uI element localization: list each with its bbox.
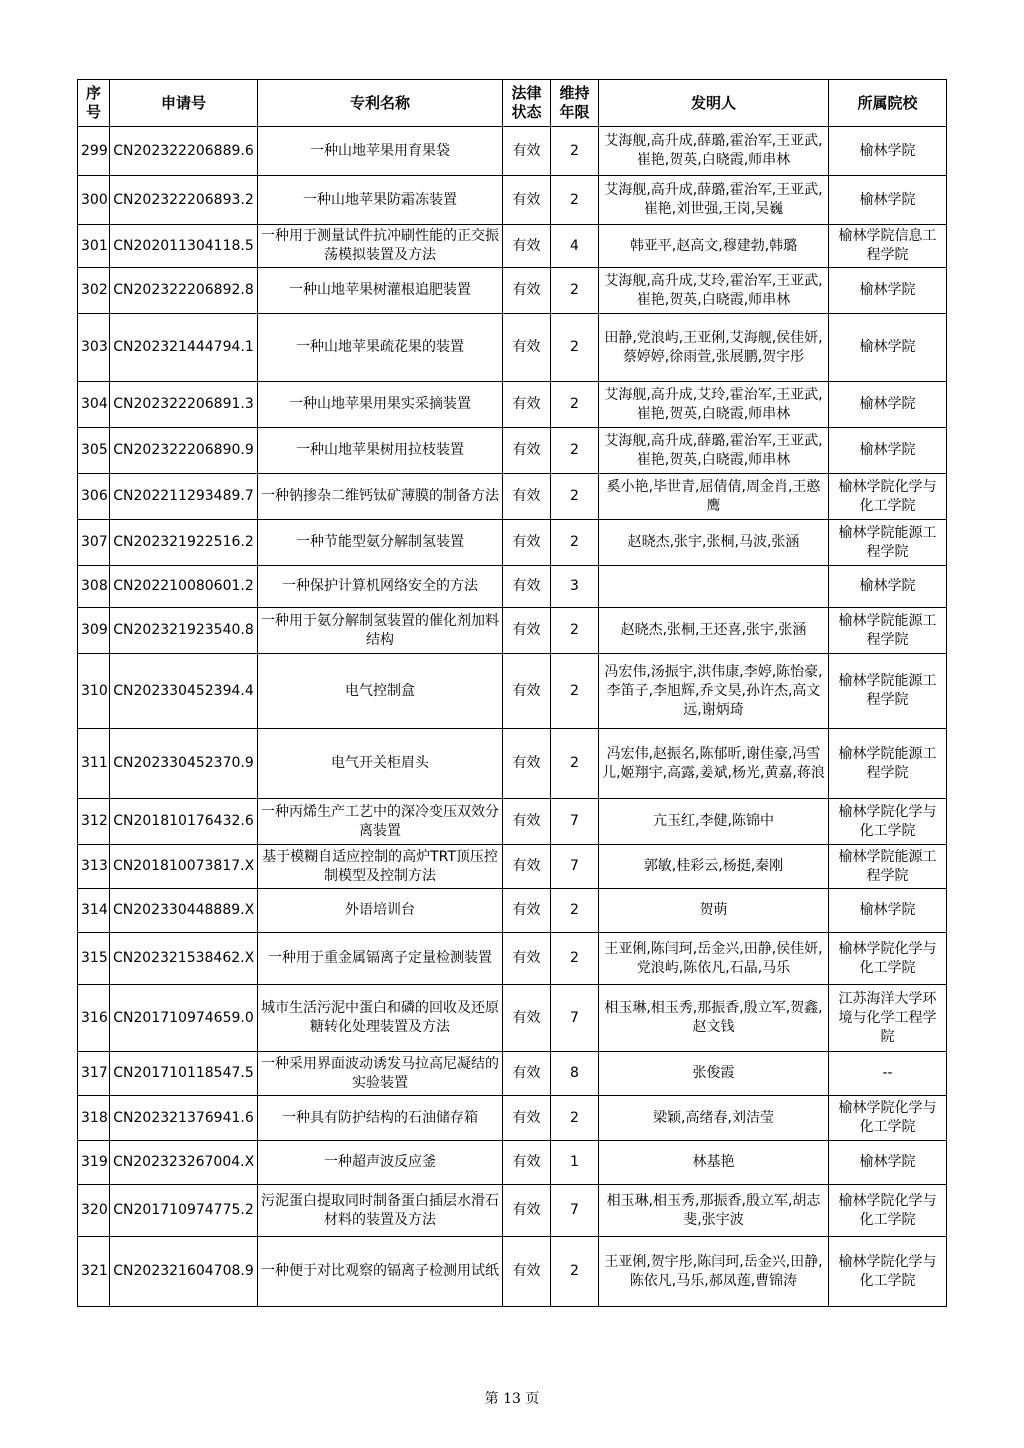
cell-application-number: CN202323267004.X: [110, 1141, 258, 1185]
cell-inventors: 赵晓杰,张宇,张桐,马波,张涵: [599, 520, 829, 566]
cell-school: 榆林学院: [829, 268, 947, 314]
cell-legal-status: 有效: [503, 382, 551, 428]
cell-years-maintained: 1: [551, 1141, 599, 1185]
cell-legal-status: 有效: [503, 845, 551, 889]
cell-seq: 321: [78, 1237, 110, 1307]
table-row: [78, 654, 947, 729]
cell-seq: 317: [78, 1052, 110, 1096]
cell-legal-status: 有效: [503, 654, 551, 729]
cell-application-number: CN202321604708.9: [110, 1237, 258, 1307]
cell-application-number: CN202322206890.9: [110, 428, 258, 474]
table-body: [78, 127, 947, 1307]
table-row: [78, 1141, 947, 1185]
cell-seq: 310: [78, 654, 110, 729]
cell-years-maintained: 2: [551, 933, 599, 985]
cell-application-number: CN202322206891.3: [110, 382, 258, 428]
cell-school: 榆林学院信息工程学院: [829, 225, 947, 268]
cell-legal-status: 有效: [503, 127, 551, 176]
cell-years-maintained: 2: [551, 520, 599, 566]
cell-application-number: CN202211293489.7: [110, 474, 258, 520]
table-row: [78, 729, 947, 799]
cell-patent-title: 一种超声波反应釜: [258, 1141, 503, 1185]
cell-patent-title: 一种节能型氨分解制氢装置: [258, 520, 503, 566]
cell-patent-title: 一种采用界面波动诱发马拉高尼凝结的实验装置: [258, 1052, 503, 1096]
table-row: [78, 933, 947, 985]
cell-legal-status: 有效: [503, 520, 551, 566]
cell-legal-status: 有效: [503, 225, 551, 268]
cell-inventors: 艾海舰,高升成,薛璐,霍治军,王亚武,崔艳,刘世强,王岗,吴巍: [599, 176, 829, 225]
cell-patent-title: 一种山地苹果防霜冻装置: [258, 176, 503, 225]
cell-application-number: CN201810176432.6: [110, 799, 258, 845]
cell-years-maintained: 2: [551, 889, 599, 933]
cell-legal-status: 有效: [503, 799, 551, 845]
cell-school: 榆林学院能源工程学院: [829, 520, 947, 566]
cell-inventors: 奚小艳,毕世青,屈倩倩,周金肖,王憨鹰: [599, 474, 829, 520]
cell-legal-status: 有效: [503, 608, 551, 654]
cell-school: 榆林学院能源工程学院: [829, 845, 947, 889]
cell-legal-status: 有效: [503, 176, 551, 225]
cell-inventors: [599, 566, 829, 608]
cell-years-maintained: 2: [551, 127, 599, 176]
table-row: [78, 314, 947, 382]
header-seq: 序号: [78, 80, 110, 127]
cell-seq: 305: [78, 428, 110, 474]
cell-seq: 307: [78, 520, 110, 566]
cell-seq: 308: [78, 566, 110, 608]
cell-school: 榆林学院化学与化工学院: [829, 1185, 947, 1237]
cell-application-number: CN202321538462.X: [110, 933, 258, 985]
cell-legal-status: 有效: [503, 985, 551, 1052]
cell-legal-status: 有效: [503, 268, 551, 314]
cell-years-maintained: 3: [551, 566, 599, 608]
cell-years-maintained: 2: [551, 314, 599, 382]
table-row: [78, 1237, 947, 1307]
cell-years-maintained: 7: [551, 845, 599, 889]
cell-school: 榆林学院: [829, 382, 947, 428]
table-row: [78, 608, 947, 654]
cell-inventors: 田静,党浪屿,王亚俐,艾海舰,侯佳妍,蔡婷婷,徐雨萱,张展鹏,贺宇彤: [599, 314, 829, 382]
cell-legal-status: 有效: [503, 1096, 551, 1141]
table-row: [78, 127, 947, 176]
cell-years-maintained: 2: [551, 176, 599, 225]
cell-application-number: CN202210080601.2: [110, 566, 258, 608]
cell-application-number: CN201810073817.X: [110, 845, 258, 889]
cell-application-number: CN202011304118.5: [110, 225, 258, 268]
cell-inventors: 亢玉红,李健,陈锦中: [599, 799, 829, 845]
cell-patent-title: 一种用于测量试件抗冲刷性能的正交振荡模拟装置及方法: [258, 225, 503, 268]
header-row: [78, 80, 947, 127]
cell-patent-title: 电气开关柜眉头: [258, 729, 503, 799]
cell-seq: 313: [78, 845, 110, 889]
cell-application-number: CN202330452370.9: [110, 729, 258, 799]
page-number: 第 13 页: [484, 1391, 540, 1407]
cell-inventors: 韩亚平,赵高文,穆建勃,韩璐: [599, 225, 829, 268]
cell-application-number: CN202321444794.1: [110, 314, 258, 382]
cell-inventors: 梁颖,高绪春,刘洁莹: [599, 1096, 829, 1141]
cell-inventors: 林基艳: [599, 1141, 829, 1185]
cell-seq: 301: [78, 225, 110, 268]
cell-legal-status: 有效: [503, 1052, 551, 1096]
cell-patent-title: 一种丙烯生产工艺中的深冷变压双效分离装置: [258, 799, 503, 845]
patent-table: [77, 79, 947, 1307]
cell-school: 江苏海洋大学环境与化学工程学院: [829, 985, 947, 1052]
table-row: [78, 566, 947, 608]
cell-patent-title: 一种具有防护结构的石油储存箱: [258, 1096, 503, 1141]
table-row: [78, 1185, 947, 1237]
cell-patent-title: 一种钠掺杂二维钙钛矿薄膜的制备方法: [258, 474, 503, 520]
table-row: [78, 268, 947, 314]
cell-school: 榆林学院: [829, 1141, 947, 1185]
cell-school: 榆林学院能源工程学院: [829, 608, 947, 654]
cell-school: 榆林学院能源工程学院: [829, 729, 947, 799]
cell-years-maintained: 2: [551, 729, 599, 799]
cell-inventors: 赵晓杰,张桐,王还喜,张宇,张涵: [599, 608, 829, 654]
cell-school: 榆林学院: [829, 176, 947, 225]
table-row: [78, 1096, 947, 1141]
cell-years-maintained: 2: [551, 1237, 599, 1307]
cell-inventors: 冯宏伟,汤振宇,洪伟康,李婷,陈怡豪,李笛子,李旭辉,乔文昊,孙许杰,高文远,谢炳琦: [599, 654, 829, 729]
cell-inventors: 艾海舰,高升成,薛璐,霍治军,王亚武,崔艳,贺英,白晓霞,师串林: [599, 428, 829, 474]
cell-school: 榆林学院: [829, 889, 947, 933]
cell-inventors: 王亚俐,贺宇彤,陈闫珂,岳金兴,田静,陈依凡,马乐,郝凤莲,曹锦涛: [599, 1237, 829, 1307]
cell-years-maintained: 2: [551, 1096, 599, 1141]
cell-inventors: 艾海舰,高升成,薛璐,霍治军,王亚武,崔艳,贺英,白晓霞,师串林: [599, 127, 829, 176]
cell-school: 榆林学院能源工程学院: [829, 654, 947, 729]
cell-inventors: 相玉琳,相玉秀,那振香,殷立军,胡志斐,张宇波: [599, 1185, 829, 1237]
cell-years-maintained: 2: [551, 428, 599, 474]
cell-school: 榆林学院: [829, 127, 947, 176]
table-row: [78, 176, 947, 225]
cell-seq: 311: [78, 729, 110, 799]
cell-inventors: 贺萌: [599, 889, 829, 933]
cell-legal-status: 有效: [503, 889, 551, 933]
cell-application-number: CN202330448889.X: [110, 889, 258, 933]
table-row: [78, 845, 947, 889]
cell-seq: 300: [78, 176, 110, 225]
cell-years-maintained: 8: [551, 1052, 599, 1096]
cell-seq: 306: [78, 474, 110, 520]
cell-application-number: CN201710974775.2: [110, 1185, 258, 1237]
cell-application-number: CN202321376941.6: [110, 1096, 258, 1141]
table-row: [78, 889, 947, 933]
cell-application-number: CN202322206892.8: [110, 268, 258, 314]
cell-patent-title: 一种便于对比观察的镉离子检测用试纸: [258, 1237, 503, 1307]
cell-legal-status: 有效: [503, 933, 551, 985]
cell-seq: 315: [78, 933, 110, 985]
cell-seq: 299: [78, 127, 110, 176]
cell-application-number: CN202321923540.8: [110, 608, 258, 654]
cell-inventors: 郭敏,桂彩云,杨挺,秦刚: [599, 845, 829, 889]
cell-school: 榆林学院化学与化工学院: [829, 1237, 947, 1307]
cell-seq: 319: [78, 1141, 110, 1185]
header-title: 专利名称: [258, 80, 503, 127]
cell-seq: 314: [78, 889, 110, 933]
table-row: [78, 474, 947, 520]
cell-patent-title: 城市生活污泥中蛋白和磷的回收及还原糖转化处理装置及方法: [258, 985, 503, 1052]
cell-application-number: CN201710118547.5: [110, 1052, 258, 1096]
cell-years-maintained: 7: [551, 1185, 599, 1237]
cell-seq: 309: [78, 608, 110, 654]
header-app-no: 申请号: [110, 80, 258, 127]
cell-patent-title: 污泥蛋白提取同时制备蛋白插层水滑石材料的装置及方法: [258, 1185, 503, 1237]
cell-patent-title: 一种用于氨分解制氢装置的催化剂加料结构: [258, 608, 503, 654]
cell-patent-title: 基于模糊自适应控制的高炉TRT顶压控制模型及控制方法: [258, 845, 503, 889]
cell-application-number: CN202322206889.6: [110, 127, 258, 176]
cell-seq: 318: [78, 1096, 110, 1141]
cell-inventors: 冯宏伟,赵振名,陈郁昕,谢佳豪,冯雪儿,姬翔宇,高露,姜斌,杨光,黄嘉,蒋浪: [599, 729, 829, 799]
table-row: [78, 985, 947, 1052]
cell-patent-title: 电气控制盒: [258, 654, 503, 729]
table-row: [78, 225, 947, 268]
cell-legal-status: 有效: [503, 474, 551, 520]
cell-school: 榆林学院: [829, 314, 947, 382]
cell-years-maintained: 7: [551, 985, 599, 1052]
cell-patent-title: 一种山地苹果用育果袋: [258, 127, 503, 176]
cell-legal-status: 有效: [503, 729, 551, 799]
cell-school: --: [829, 1052, 947, 1096]
cell-patent-title: 一种山地苹果用果实采摘装置: [258, 382, 503, 428]
cell-patent-title: 一种山地苹果树灌根追肥装置: [258, 268, 503, 314]
cell-years-maintained: 2: [551, 268, 599, 314]
cell-seq: 302: [78, 268, 110, 314]
table-header: [78, 80, 947, 127]
cell-legal-status: 有效: [503, 566, 551, 608]
cell-school: 榆林学院化学与化工学院: [829, 474, 947, 520]
cell-legal-status: 有效: [503, 314, 551, 382]
cell-school: 榆林学院化学与化工学院: [829, 933, 947, 985]
cell-inventors: 张俊霞: [599, 1052, 829, 1096]
table-row: [78, 1052, 947, 1096]
cell-years-maintained: 7: [551, 799, 599, 845]
cell-legal-status: 有效: [503, 1185, 551, 1237]
header-years: 维持年限: [551, 80, 599, 127]
cell-years-maintained: 4: [551, 225, 599, 268]
cell-school: 榆林学院: [829, 428, 947, 474]
cell-patent-title: 一种山地苹果疏花果的装置: [258, 314, 503, 382]
cell-application-number: CN202330452394.4: [110, 654, 258, 729]
cell-years-maintained: 2: [551, 654, 599, 729]
table-row: [78, 382, 947, 428]
cell-application-number: CN202321922516.2: [110, 520, 258, 566]
table-row: [78, 799, 947, 845]
cell-seq: 320: [78, 1185, 110, 1237]
cell-school: 榆林学院: [829, 566, 947, 608]
table-row: [78, 520, 947, 566]
cell-inventors: 艾海舰,高升成,艾玲,霍治军,王亚武,崔艳,贺英,白晓霞,师串林: [599, 382, 829, 428]
cell-seq: 303: [78, 314, 110, 382]
cell-years-maintained: 2: [551, 608, 599, 654]
cell-seq: 304: [78, 382, 110, 428]
header-school: 所属院校: [829, 80, 947, 127]
cell-school: 榆林学院化学与化工学院: [829, 1096, 947, 1141]
cell-application-number: CN201710974659.0: [110, 985, 258, 1052]
cell-patent-title: 一种山地苹果树用拉枝装置: [258, 428, 503, 474]
cell-application-number: CN202322206893.2: [110, 176, 258, 225]
cell-inventors: 相玉琳,相玉秀,那振香,殷立军,贺鑫,赵文钱: [599, 985, 829, 1052]
cell-seq: 316: [78, 985, 110, 1052]
cell-legal-status: 有效: [503, 428, 551, 474]
cell-inventors: 王亚俐,陈闫珂,岳金兴,田静,侯佳妍,党浪屿,陈依凡,石晶,马乐: [599, 933, 829, 985]
cell-legal-status: 有效: [503, 1141, 551, 1185]
cell-patent-title: 一种用于重金属镉离子定量检测装置: [258, 933, 503, 985]
cell-school: 榆林学院化学与化工学院: [829, 799, 947, 845]
cell-years-maintained: 2: [551, 382, 599, 428]
cell-patent-title: 一种保护计算机网络安全的方法: [258, 566, 503, 608]
header-inventors: 发明人: [599, 80, 829, 127]
cell-patent-title: 外语培训台: [258, 889, 503, 933]
table-row: [78, 428, 947, 474]
cell-legal-status: 有效: [503, 1237, 551, 1307]
header-status: 法律状态: [503, 80, 551, 127]
cell-years-maintained: 2: [551, 474, 599, 520]
cell-inventors: 艾海舰,高升成,艾玲,霍治军,王亚武,崔艳,贺英,白晓霞,师串林: [599, 268, 829, 314]
cell-seq: 312: [78, 799, 110, 845]
